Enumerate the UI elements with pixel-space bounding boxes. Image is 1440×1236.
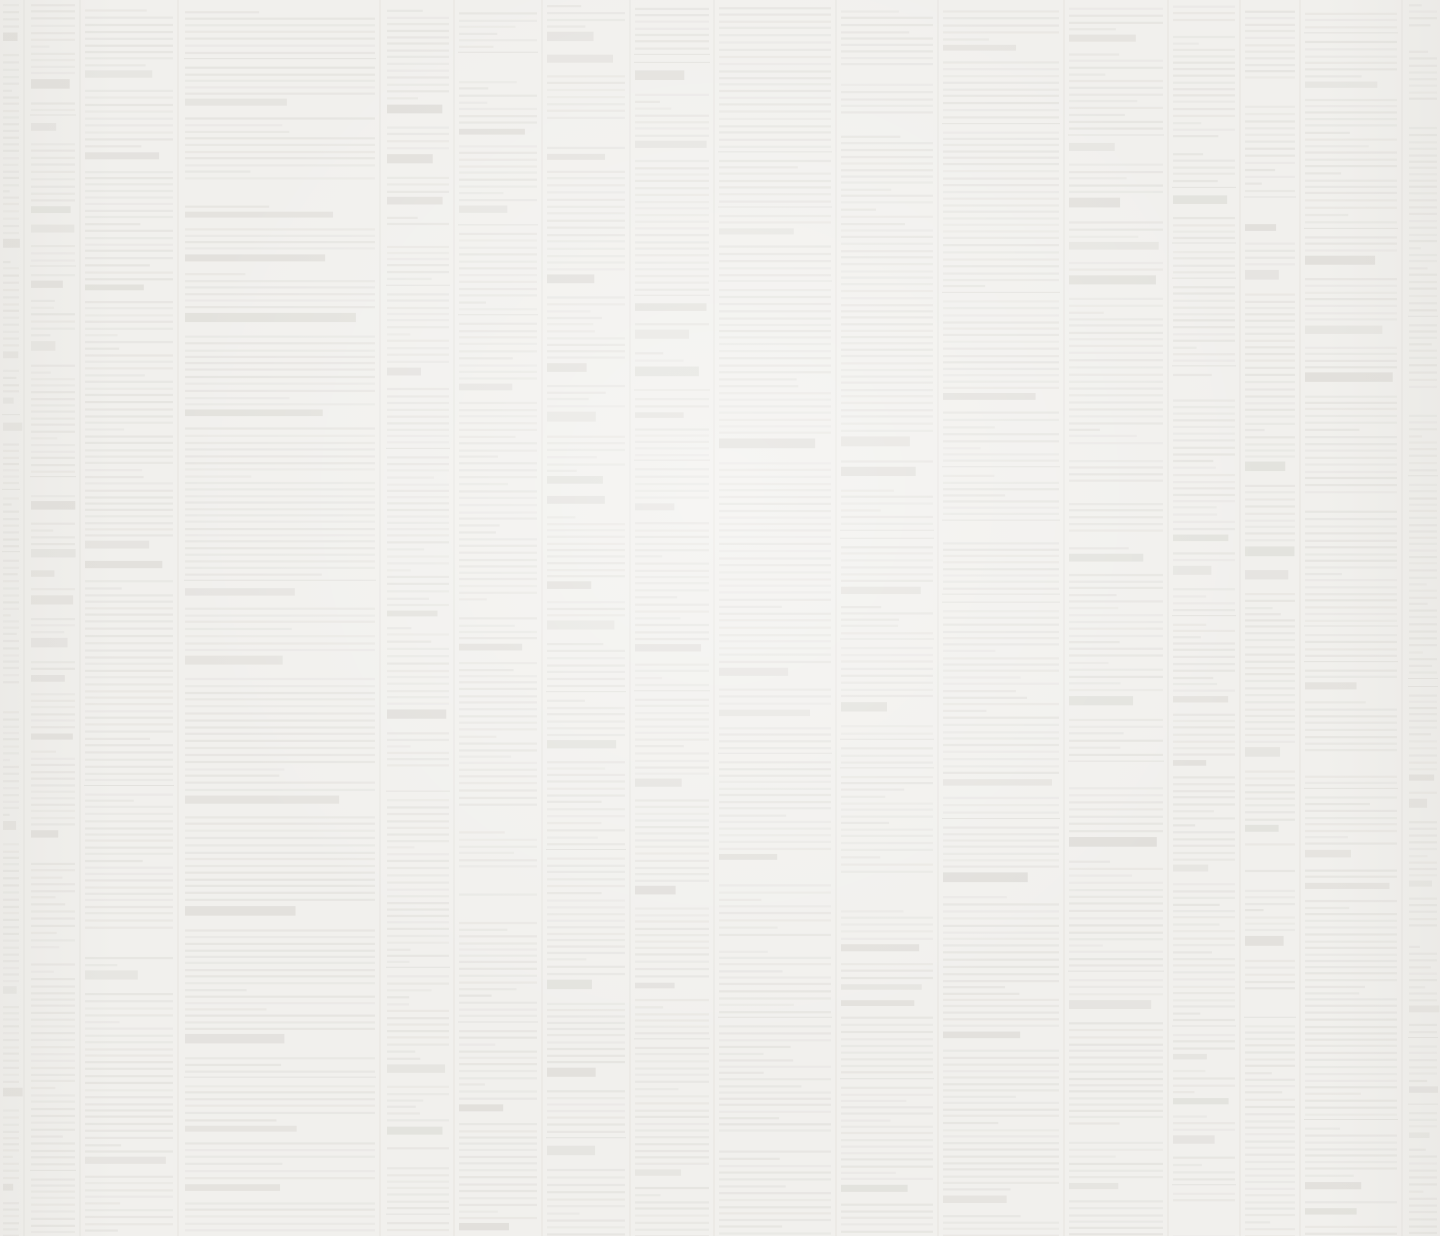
newsprint-columns xyxy=(2,0,1440,1236)
